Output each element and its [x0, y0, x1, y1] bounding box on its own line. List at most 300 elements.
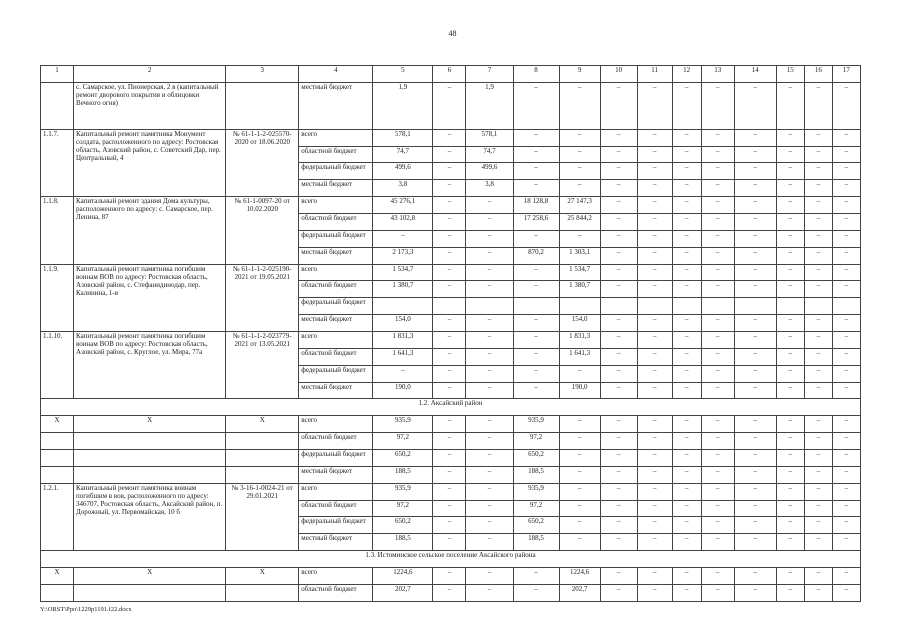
value-cell: 1 641,3	[559, 348, 600, 365]
value-cell: –	[701, 483, 734, 500]
value-cell: –	[832, 230, 860, 247]
value-cell: –	[637, 348, 672, 365]
funding-source-cell: областной бюджет	[299, 281, 373, 298]
value-cell: –	[637, 247, 672, 264]
value-cell: –	[637, 500, 672, 517]
empty-cell	[226, 450, 299, 467]
table-row	[41, 416, 861, 433]
value-cell: –	[701, 197, 734, 214]
empty-cell	[226, 584, 299, 601]
funding-source-cell: областной бюджет	[299, 433, 373, 450]
value-cell: –	[559, 534, 600, 551]
value-cell: –	[672, 230, 701, 247]
value-cell	[373, 298, 433, 315]
value-cell	[672, 298, 701, 315]
value-cell: –	[734, 534, 776, 551]
value-cell: –	[559, 450, 600, 467]
value-cell: –	[804, 315, 832, 332]
x-mark-cell: Х	[226, 416, 299, 433]
value-cell: 3,8	[466, 180, 513, 197]
value-cell: –	[600, 247, 637, 264]
value-cell: –	[832, 332, 860, 349]
x-mark-cell: Х	[41, 568, 74, 585]
value-cell: –	[832, 382, 860, 399]
value-cell: –	[637, 146, 672, 163]
value-cell: –	[701, 466, 734, 483]
funding-source-cell: всего	[299, 197, 373, 214]
value-cell: –	[804, 163, 832, 180]
value-cell: –	[637, 214, 672, 231]
value-cell: –	[637, 180, 672, 197]
value-cell: –	[776, 517, 804, 534]
value-cell: –	[637, 365, 672, 382]
value-cell: –	[776, 281, 804, 298]
value-cell	[776, 298, 804, 315]
value-cell: –	[832, 264, 860, 281]
value-cell: –	[701, 129, 734, 146]
value-cell: –	[600, 517, 637, 534]
value-cell: –	[513, 365, 559, 382]
value-cell: 1,9	[466, 82, 513, 129]
value-cell: –	[734, 214, 776, 231]
funding-source-cell: всего	[299, 483, 373, 500]
section-title: 1.3. Истоминское сельское поселение Аксайского района	[41, 551, 861, 568]
value-cell: –	[513, 163, 559, 180]
value-cell: –	[832, 365, 860, 382]
permit-number-cell: № 61-1-1-2-025570-2020 от 18.06.2020	[226, 129, 299, 196]
value-cell: –	[637, 517, 672, 534]
value-cell: –	[734, 247, 776, 264]
value-cell: –	[672, 584, 701, 601]
value-cell: –	[373, 365, 433, 382]
value-cell: 43 102,8	[373, 214, 433, 231]
value-cell: 935,9	[373, 416, 433, 433]
value-cell: 1,9	[373, 82, 433, 129]
value-cell: –	[600, 500, 637, 517]
value-cell: –	[832, 584, 860, 601]
empty-cell	[41, 466, 74, 483]
value-cell: –	[776, 534, 804, 551]
value-cell: –	[832, 129, 860, 146]
value-cell: –	[559, 500, 600, 517]
value-cell: –	[637, 483, 672, 500]
value-cell: –	[776, 483, 804, 500]
value-cell: –	[701, 146, 734, 163]
value-cell	[559, 298, 600, 315]
value-cell: –	[776, 82, 804, 129]
value-cell: –	[701, 264, 734, 281]
value-cell: –	[804, 146, 832, 163]
value-cell: 1 534,7	[373, 264, 433, 281]
section-title-row	[41, 551, 861, 568]
value-cell: –	[559, 365, 600, 382]
value-cell: –	[701, 82, 734, 129]
funding-source-cell: местный бюджет	[299, 82, 373, 129]
value-cell: –	[559, 82, 600, 129]
value-cell: –	[466, 281, 513, 298]
value-cell: –	[672, 416, 701, 433]
value-cell: –	[513, 584, 559, 601]
value-cell: –	[734, 416, 776, 433]
value-cell: –	[672, 197, 701, 214]
value-cell: –	[672, 214, 701, 231]
permit-number-cell: № 61-1-1-2-025190-2021 от 19.05.2021	[226, 264, 299, 331]
value-cell: –	[637, 584, 672, 601]
value-cell: 154,0	[373, 315, 433, 332]
value-cell: –	[701, 450, 734, 467]
column-number-header: 9	[559, 66, 600, 83]
value-cell: –	[466, 230, 513, 247]
funding-source-cell: местный бюджет	[299, 382, 373, 399]
value-cell: 499,6	[466, 163, 513, 180]
value-cell: –	[466, 584, 513, 601]
value-cell: –	[734, 129, 776, 146]
value-cell: –	[804, 214, 832, 231]
value-cell: –	[832, 500, 860, 517]
value-cell: –	[600, 264, 637, 281]
object-name-cell: с. Самарское, ул. Пионерская, 2 в (капитальный ремонт дворового покрытия и облицовки Вечного огня)	[74, 82, 226, 129]
value-cell: –	[672, 348, 701, 365]
value-cell: –	[701, 416, 734, 433]
value-cell: –	[804, 500, 832, 517]
value-cell: –	[672, 382, 701, 399]
value-cell: –	[672, 568, 701, 585]
value-cell: –	[832, 534, 860, 551]
value-cell: 1 831,3	[559, 332, 600, 349]
value-cell: –	[804, 483, 832, 500]
empty-cell	[41, 433, 74, 450]
value-cell: 1 641,3	[373, 348, 433, 365]
column-number-header: 15	[776, 66, 804, 83]
object-name-cell: Капитальный ремонт памятника погибшим воинам ВОВ по адресу: Ростовская область, Азовский район, с. Стефанидинодар, пер. Калинина, 1-в	[74, 264, 226, 331]
x-mark-cell: Х	[226, 568, 299, 585]
table-row	[41, 129, 861, 146]
funding-source-cell: федеральный бюджет	[299, 230, 373, 247]
value-cell: 1 303,1	[559, 247, 600, 264]
value-cell: –	[513, 382, 559, 399]
funding-source-cell: федеральный бюджет	[299, 365, 373, 382]
value-cell: –	[776, 315, 804, 332]
value-cell: –	[672, 483, 701, 500]
value-cell: –	[559, 517, 600, 534]
funding-source-cell: областной бюджет	[299, 348, 373, 365]
value-cell: –	[672, 82, 701, 129]
value-cell: 935,9	[373, 483, 433, 500]
footer-file-path: Y:\ORST\Ppo\1229p1191.f22.docx	[40, 606, 132, 613]
funding-source-cell: областной бюджет	[299, 146, 373, 163]
value-cell: –	[832, 281, 860, 298]
value-cell: –	[672, 315, 701, 332]
value-cell: –	[559, 129, 600, 146]
column-number-header: 2	[74, 66, 226, 83]
value-cell: –	[776, 264, 804, 281]
value-cell: –	[734, 230, 776, 247]
funding-source-cell: всего	[299, 264, 373, 281]
item-number-cell: 1.1.10.	[41, 332, 74, 399]
value-cell: –	[600, 584, 637, 601]
item-number-cell: 1.1.9.	[41, 264, 74, 331]
page-number: 48	[448, 29, 457, 38]
value-cell: –	[832, 433, 860, 450]
value-cell: –	[734, 332, 776, 349]
value-cell: 1224,6	[559, 568, 600, 585]
value-cell: –	[701, 517, 734, 534]
value-cell: –	[776, 146, 804, 163]
value-cell	[832, 298, 860, 315]
value-cell: –	[433, 466, 466, 483]
value-cell: –	[559, 146, 600, 163]
value-cell: 45 276,1	[373, 197, 433, 214]
value-cell: –	[600, 534, 637, 551]
column-number-header: 10	[600, 66, 637, 83]
value-cell: 1 380,7	[559, 281, 600, 298]
value-cell: –	[804, 450, 832, 467]
value-cell: –	[433, 129, 466, 146]
value-cell: 578,1	[466, 129, 513, 146]
value-cell: –	[701, 382, 734, 399]
value-cell: 202,7	[373, 584, 433, 601]
funding-source-cell: федеральный бюджет	[299, 298, 373, 315]
value-cell: –	[513, 129, 559, 146]
value-cell: –	[776, 433, 804, 450]
value-cell: –	[559, 416, 600, 433]
value-cell: –	[776, 129, 804, 146]
value-cell: –	[513, 281, 559, 298]
value-cell: –	[433, 214, 466, 231]
value-cell: 870,2	[513, 247, 559, 264]
value-cell: –	[832, 146, 860, 163]
value-cell: –	[466, 416, 513, 433]
value-cell: –	[466, 534, 513, 551]
value-cell: 1 534,7	[559, 264, 600, 281]
value-cell: –	[433, 163, 466, 180]
table-row	[41, 483, 861, 500]
value-cell	[637, 298, 672, 315]
value-cell: –	[433, 82, 466, 129]
value-cell: 1 380,7	[373, 281, 433, 298]
value-cell: –	[701, 214, 734, 231]
value-cell: 935,9	[513, 483, 559, 500]
value-cell: 1 831,3	[373, 332, 433, 349]
value-cell: –	[637, 230, 672, 247]
value-cell: –	[466, 315, 513, 332]
value-cell: –	[776, 197, 804, 214]
funding-source-cell: областной бюджет	[299, 584, 373, 601]
value-cell: –	[776, 584, 804, 601]
value-cell: –	[433, 534, 466, 551]
value-cell: –	[701, 500, 734, 517]
value-cell: –	[701, 180, 734, 197]
permit-number-cell: № 3-16-1-0024-21 от 29.01.2021	[226, 483, 299, 550]
funding-source-cell: местный бюджет	[299, 534, 373, 551]
value-cell: –	[559, 433, 600, 450]
value-cell: –	[433, 568, 466, 585]
item-number-cell	[41, 82, 74, 129]
empty-cell	[74, 466, 226, 483]
value-cell: –	[466, 348, 513, 365]
object-name-cell: Капитальный ремонт памятника погибшим воинам ВОВ по адресу: Ростовская область, Азовский район, с. Круглое, ул. Мира, 77а	[74, 332, 226, 399]
section-title: 1.2. Аксайский район	[41, 399, 861, 416]
table-row	[41, 433, 861, 450]
value-cell: –	[776, 365, 804, 382]
value-cell: –	[513, 230, 559, 247]
value-cell: –	[734, 483, 776, 500]
header-row	[41, 66, 861, 83]
value-cell: –	[433, 197, 466, 214]
value-cell: 97,2	[373, 500, 433, 517]
value-cell: –	[776, 214, 804, 231]
table-row	[41, 450, 861, 467]
value-cell: –	[832, 180, 860, 197]
value-cell: –	[433, 247, 466, 264]
value-cell: –	[600, 129, 637, 146]
value-cell: –	[832, 466, 860, 483]
value-cell: –	[701, 315, 734, 332]
column-number-header: 11	[637, 66, 672, 83]
value-cell: –	[832, 416, 860, 433]
value-cell: –	[637, 163, 672, 180]
funding-source-cell: местный бюджет	[299, 466, 373, 483]
table-row	[41, 466, 861, 483]
value-cell: –	[734, 517, 776, 534]
value-cell: –	[832, 197, 860, 214]
value-cell: 202,7	[559, 584, 600, 601]
item-number-cell: 1.2.1.	[41, 483, 74, 550]
funding-source-cell: местный бюджет	[299, 315, 373, 332]
value-cell: –	[776, 180, 804, 197]
value-cell: –	[637, 416, 672, 433]
value-cell: –	[600, 450, 637, 467]
value-cell: –	[433, 433, 466, 450]
column-number-header: 16	[804, 66, 832, 83]
value-cell: –	[734, 433, 776, 450]
funding-source-cell: местный бюджет	[299, 180, 373, 197]
value-cell: –	[600, 180, 637, 197]
value-cell: –	[672, 534, 701, 551]
funding-source-cell: федеральный бюджет	[299, 517, 373, 534]
value-cell: –	[734, 348, 776, 365]
permit-number-cell	[226, 82, 299, 129]
value-cell	[701, 298, 734, 315]
value-cell: –	[776, 450, 804, 467]
value-cell: –	[600, 146, 637, 163]
value-cell: –	[804, 433, 832, 450]
value-cell: 2 173,3	[373, 247, 433, 264]
value-cell: –	[832, 82, 860, 129]
value-cell: –	[600, 163, 637, 180]
value-cell	[513, 298, 559, 315]
funding-source-cell: федеральный бюджет	[299, 163, 373, 180]
value-cell: 74,7	[466, 146, 513, 163]
value-cell: –	[672, 332, 701, 349]
value-cell: –	[701, 281, 734, 298]
column-number-header: 17	[832, 66, 860, 83]
value-cell: –	[734, 146, 776, 163]
value-cell: 578,1	[373, 129, 433, 146]
value-cell: –	[734, 365, 776, 382]
value-cell: 27 147,3	[559, 197, 600, 214]
value-cell: –	[433, 348, 466, 365]
funding-source-cell: всего	[299, 568, 373, 585]
value-cell: –	[559, 163, 600, 180]
empty-cell	[74, 450, 226, 467]
value-cell: –	[433, 315, 466, 332]
value-cell: –	[701, 332, 734, 349]
value-cell: –	[637, 332, 672, 349]
value-cell: 188,5	[373, 534, 433, 551]
value-cell	[600, 298, 637, 315]
value-cell: –	[804, 247, 832, 264]
value-cell: –	[672, 163, 701, 180]
value-cell: –	[776, 348, 804, 365]
value-cell: –	[466, 264, 513, 281]
value-cell: –	[804, 230, 832, 247]
value-cell: 97,2	[513, 500, 559, 517]
column-number-header: 12	[672, 66, 701, 83]
value-cell: 650,2	[373, 517, 433, 534]
value-cell: 17 258,6	[513, 214, 559, 231]
value-cell: –	[804, 365, 832, 382]
value-cell: –	[804, 517, 832, 534]
value-cell: –	[734, 82, 776, 129]
budget-table	[40, 65, 861, 602]
value-cell: –	[600, 466, 637, 483]
value-cell: –	[433, 146, 466, 163]
column-number-header: 1	[41, 66, 74, 83]
value-cell: –	[776, 568, 804, 585]
value-cell	[433, 298, 466, 315]
x-mark-cell: Х	[74, 568, 226, 585]
permit-number-cell: № 61-1-0097-20 от 10.02.2020	[226, 197, 299, 264]
value-cell: –	[466, 517, 513, 534]
value-cell: –	[804, 568, 832, 585]
value-cell: –	[804, 416, 832, 433]
value-cell: –	[734, 584, 776, 601]
value-cell: –	[734, 264, 776, 281]
column-number-header: 3	[226, 66, 299, 83]
value-cell: –	[559, 483, 600, 500]
item-number-cell: 1.1.8.	[41, 197, 74, 264]
value-cell: –	[600, 197, 637, 214]
value-cell: –	[832, 568, 860, 585]
value-cell: –	[701, 247, 734, 264]
value-cell: –	[600, 382, 637, 399]
value-cell: –	[672, 264, 701, 281]
x-mark-cell: Х	[74, 416, 226, 433]
value-cell: –	[776, 230, 804, 247]
value-cell: –	[513, 568, 559, 585]
value-cell: –	[637, 450, 672, 467]
value-cell: –	[672, 450, 701, 467]
value-cell: –	[513, 315, 559, 332]
value-cell	[466, 298, 513, 315]
funding-source-cell: всего	[299, 129, 373, 146]
value-cell: 25 844,2	[559, 214, 600, 231]
value-cell: –	[701, 584, 734, 601]
value-cell: –	[804, 180, 832, 197]
value-cell: –	[832, 483, 860, 500]
value-cell: –	[734, 315, 776, 332]
value-cell: –	[734, 500, 776, 517]
value-cell: –	[600, 483, 637, 500]
value-cell: –	[637, 466, 672, 483]
value-cell: –	[466, 466, 513, 483]
value-cell: 97,2	[373, 433, 433, 450]
x-mark-cell: Х	[41, 416, 74, 433]
value-cell: –	[672, 466, 701, 483]
value-cell: –	[466, 450, 513, 467]
value-cell: 18 128,8	[513, 197, 559, 214]
